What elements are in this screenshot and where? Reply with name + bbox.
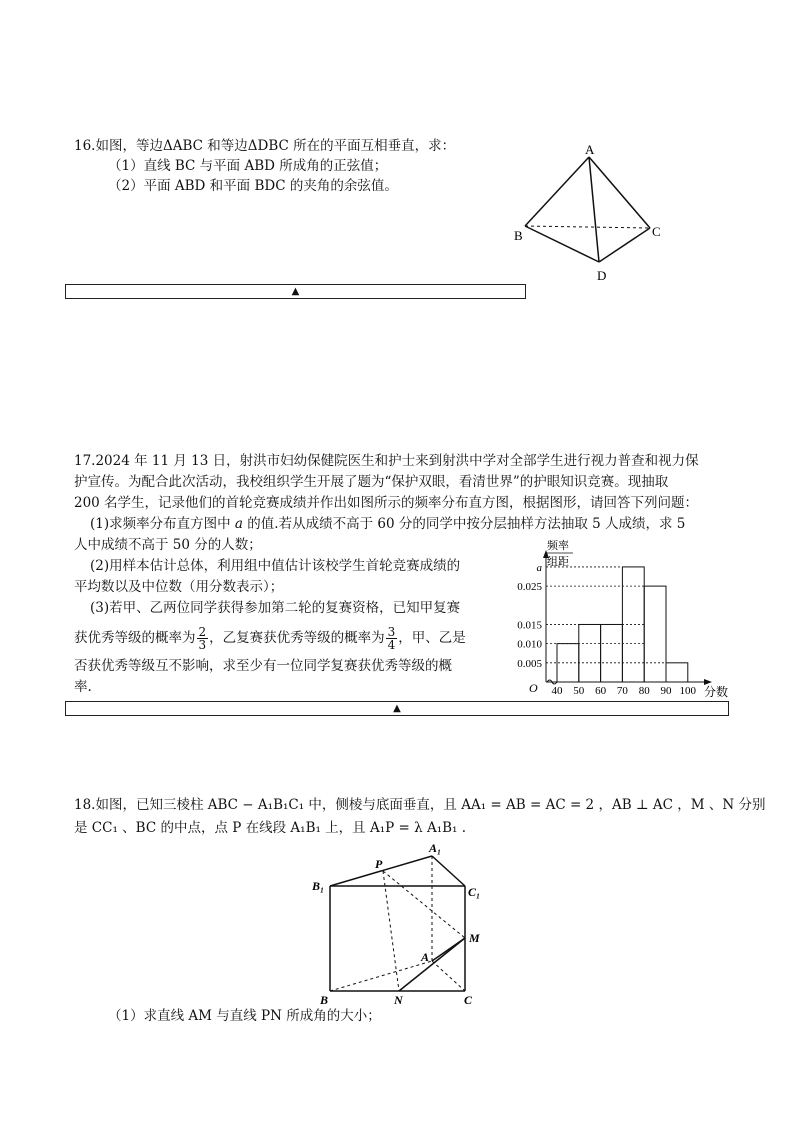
answer-marker: ▲ bbox=[291, 286, 300, 297]
q17-part1-line2: 人中成绩不高于 50 分的人数； bbox=[74, 537, 262, 553]
histogram-bar bbox=[622, 567, 644, 682]
label-N: N bbox=[394, 993, 403, 1007]
label-P: P bbox=[375, 857, 383, 871]
edge-AB bbox=[525, 157, 589, 226]
y-tick-label: 0.010 bbox=[517, 638, 542, 651]
q18-stem-line1: 18.如图，已知三棱柱 ABC − A₁B₁C₁ 中，侧棱与底面垂直，且 AA₁ = AB = AC = 2 ，AB ⊥ AC ，M 、N 分别 bbox=[74, 797, 766, 813]
q18-part1: （1）求直线 AM 与直线 PN 所成角的大小； bbox=[108, 1008, 381, 1024]
q17-part3-text2: ，乙复赛获优秀等级的概率为 bbox=[209, 630, 385, 646]
edge-AC-hidden bbox=[432, 961, 465, 991]
var-a: a bbox=[234, 516, 243, 532]
y-tick-label: 0.025 bbox=[517, 581, 542, 594]
y-label-numerator: 频率 bbox=[547, 540, 569, 552]
label-A1: A₁ bbox=[429, 841, 442, 855]
y-tick-label: 0.015 bbox=[517, 619, 542, 632]
q16-tetrahedron-figure bbox=[505, 142, 675, 287]
x-tick-label: 80 bbox=[638, 685, 650, 697]
x-axis-label: 分数 bbox=[704, 685, 729, 699]
histogram-bar bbox=[579, 624, 601, 682]
x-tick-label: 50 bbox=[573, 685, 585, 697]
q17-part3-line1: (3)若甲、乙两位同学获得参加第二轮的复赛资格，已知甲复赛 bbox=[90, 600, 461, 616]
q17-part3-text1: 获优秀等级的概率为 bbox=[74, 630, 196, 646]
q17-part2-line2: 平均数以及中位数（用分数表示）； bbox=[74, 579, 284, 595]
segment-PN-hidden bbox=[383, 871, 399, 991]
edge-AC bbox=[589, 157, 650, 228]
histogram-bar bbox=[644, 586, 666, 682]
x-tick-label: 100 bbox=[679, 685, 697, 697]
y-tick-label: 0.005 bbox=[517, 657, 542, 670]
q16-stem: 16.如图，等边ΔABC 和等边ΔDBC 所在的平面互相垂直，求： bbox=[74, 138, 456, 154]
label-A: A bbox=[585, 142, 595, 157]
answer-marker: ▲ bbox=[393, 703, 401, 714]
label-A: A bbox=[421, 950, 430, 964]
q17-frequency-histogram bbox=[500, 536, 740, 702]
q17-part1-post: 的值.若从成绩不高于 60 分的同学中按分层抽样方法抽取 5 人成绩，求 5 bbox=[242, 516, 686, 532]
q17-part1-pre: (1)求频率分布直方图中 bbox=[90, 516, 235, 532]
q16-part2: （2）平面 ABD 和平面 BDC 的夹角的余弦值。 bbox=[108, 178, 398, 194]
origin-label: O bbox=[529, 681, 538, 695]
label-B1: B₁ bbox=[312, 879, 325, 893]
edge-AD bbox=[589, 157, 599, 262]
fraction-3-4: $\frac{3}{4}$ bbox=[387, 625, 396, 652]
label-C: C bbox=[652, 224, 661, 239]
edge-A1C1 bbox=[432, 856, 465, 886]
edge-BD bbox=[525, 226, 599, 262]
x-tick-label: 90 bbox=[660, 685, 672, 697]
q18-prism-figure bbox=[310, 838, 495, 1008]
segment-PM-hidden bbox=[383, 871, 465, 938]
y-tick-label: a bbox=[536, 561, 542, 574]
x-tick-label: 70 bbox=[616, 685, 628, 697]
label-C1: C₁ bbox=[468, 885, 481, 899]
label-B: B bbox=[514, 228, 523, 243]
segment-NM bbox=[399, 938, 465, 991]
q17-part2-line1: (2)用样本估计总体，利用组中值估计该校学生首轮竞赛成绩的 bbox=[90, 558, 461, 574]
y-label-denominator: 组距 bbox=[547, 556, 569, 568]
q17-line1: 17.2024 年 11 月 13 日，射洪市妇幼保健院医生和护士来到射洪中学对全部学生进行视力普查和视力保 bbox=[74, 453, 699, 469]
label-D: D bbox=[597, 268, 607, 283]
q17-part3-line2 bbox=[74, 624, 466, 652]
histogram-bar bbox=[601, 624, 623, 682]
label-M: M bbox=[469, 931, 480, 945]
q16-part1: （1）直线 BC 与平面 ABD 所成角的正弦值； bbox=[108, 158, 388, 174]
label-B: B bbox=[320, 993, 329, 1007]
q17-answer-box[interactable] bbox=[65, 701, 729, 716]
edge-CD bbox=[599, 228, 650, 262]
q16-answer-box[interactable] bbox=[65, 284, 526, 299]
x-tick-label: 40 bbox=[551, 685, 563, 697]
edge-BC-hidden bbox=[525, 226, 650, 228]
q17-part3-line3: 否获优秀等级互不影响，求至少有一位同学复赛获优秀等级的概 bbox=[74, 658, 452, 674]
q17-part3-line4: 率. bbox=[74, 679, 92, 695]
q17-part3-text3: ，甲、乙是 bbox=[398, 630, 466, 646]
fraction-2-3: $\frac{2}{3}$ bbox=[198, 625, 207, 652]
q17-line3: 200 名学生，记录他们的首轮竞赛成绩并作出如图所示的频率分布直方图，根据图形，请回答下列问题： bbox=[74, 495, 699, 511]
q17-part1-line1 bbox=[90, 514, 685, 534]
label-C: C bbox=[464, 993, 473, 1007]
q18-stem-line2: 是 CC₁ 、BC 的中点，点 P 在线段 A₁B₁ 上，且 A₁P = λ A₁B₁ . bbox=[74, 820, 467, 836]
q17-line2: 护宣传。为配合此次活动，我校组织学生开展了题为“保护双眼，看清世界”的护眼知识竞赛。现抽取 bbox=[74, 474, 669, 490]
x-tick-label: 60 bbox=[595, 685, 607, 697]
histogram-bar bbox=[666, 663, 688, 682]
